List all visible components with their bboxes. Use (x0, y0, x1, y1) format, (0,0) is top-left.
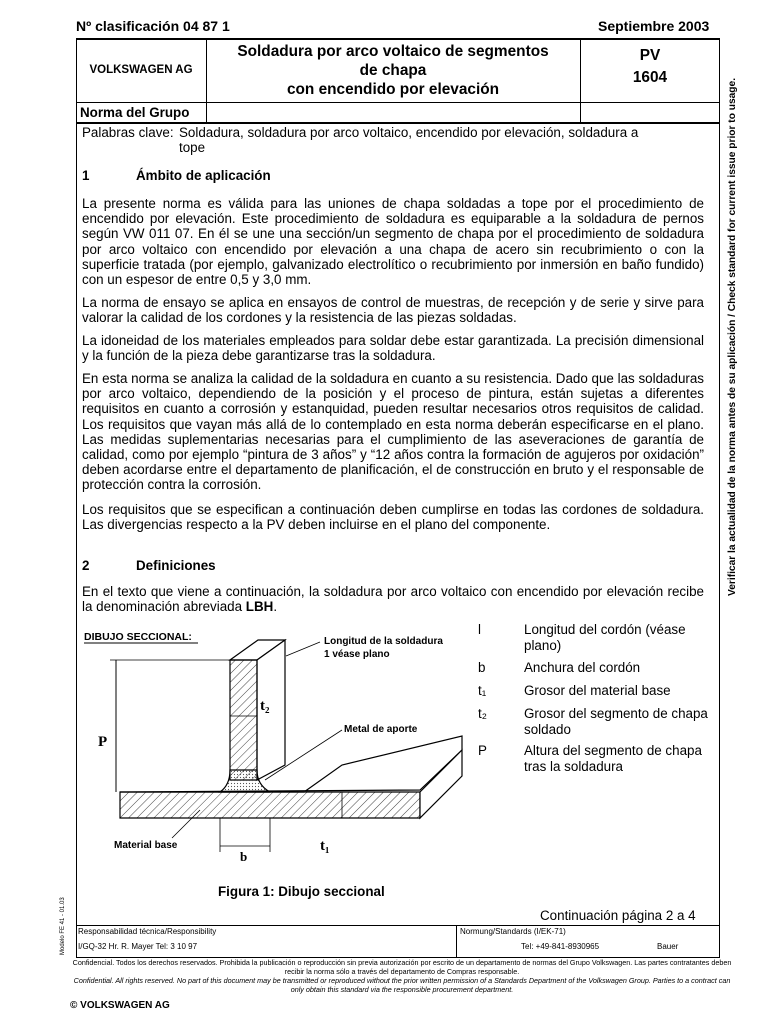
group-norm-label: Norma del Grupo (80, 105, 190, 120)
paragraph-scope-1: La presente norma es válida para las uniones de chapa soldadas a tope por el procedimiento de encendido por elevación. Este procedimiento de soldadura es equiparable a la soldadura de pernos según VW 011 07. En él se une una sección/un segmento de chapa por el procedimiento de soldadura por arco voltaico con encendido por elevación a una chapa de acero sin recubrimiento o con la superficie tratada (por ejemplo, galvanizado electrolítico o recubrimiento por inmersión en baño fundido) con un espesor de entre 0,5 y 3,0 mm. (82, 196, 704, 288)
responsibility-label: Responsabilidad técnica/Responsibility (78, 927, 217, 936)
definitions-intro: En el texto que viene a continuación, la soldadura por arco voltaico con encendido por elevación recibe la denominación abreviada LBH. (82, 584, 704, 615)
document-title: Soldadura por arco voltaico de segmentos de chapa con encendido por elevación (237, 43, 549, 98)
figure-caption: Figura 1: Dibujo seccional (218, 884, 385, 899)
paragraph-scope-2: La norma de ensayo se aplica en ensayos de control de muestras, de recepción y de serie y sirve para valorar la calidad de los cordones y la resistencia de las piezas soldadas. (82, 295, 704, 326)
confidentiality-en: Confidential. All rights reserved. No part of this document may be transmitted or reproduced without the prior written permission of a Standards Department of the Volkswagen Group. Parties to a contract can only obtain this standard via the responsible procurement department. (73, 976, 731, 994)
company-name: VOLKSWAGEN AG (89, 64, 193, 76)
base-plate-front (120, 792, 420, 818)
section-2-title: Definiciones (136, 558, 216, 573)
vertical-segment-front (230, 660, 257, 780)
label-t2: t₂ (260, 698, 270, 714)
section-1-number: 1 (82, 168, 90, 183)
label-weld-length: Longitud de la soldadura (324, 636, 443, 647)
standards-contact: Bauer (657, 942, 679, 951)
paragraph-scope-4: En esta norma se analiza la calidad de la soldadura en cuanto a su resistencia. Dado que las soldaduras por arco voltaico, dependiendo de la posición y el proceso de pintura, están sujetas a diferentes requisitos en cuanto a corrosión y estanquidad, pueden resultar necesarios otros requisitos de calidad. Los requisitos que vayan más allá de lo contemplado en esta norma deberán especificarse en el plano. Las medidas suplementarias necesarias para el cumplimiento de las aseveraciones de garantía de calidad, como por ejemplo “pintura de 3 años” y “12 años contra la formación de agujeros por oxidación” deben acordarse entre el departamento de planificación, el de construcción en bruto y el responsable de protección contra la corrosión. (82, 371, 704, 493)
label-filler-metal: Metal de aporte (344, 724, 418, 735)
confidentiality-es: Confidencial. Todos los derechos reservados. Prohibida la publicación o reproducción sin previa autorización por escrito de un departamento de normas del Grupo Volkswagen. Las partes contratantes deben recibir la norma sólo a través del departamento de Compras responsable. (72, 958, 732, 976)
legend-item: t₂ Grosor del segmento de chapa soldado (478, 706, 708, 737)
standards-phone: Tel: +49-841-8930965 (521, 942, 600, 951)
continuation-note: Continuación página 2 a 4 (540, 908, 696, 923)
base-plate-top (120, 736, 462, 792)
document-id: PV 1604 (632, 47, 668, 86)
section-2-number: 2 (82, 558, 90, 573)
keywords-label: Palabras clave: (82, 125, 174, 140)
standards-label: Normung/Standards (I/EK-71) (460, 927, 566, 936)
figure-heading: DIBUJO SECCIONAL: (84, 631, 192, 643)
label-base-material: Material base (114, 840, 178, 851)
label-b: b (240, 849, 248, 864)
responsibility-value: I/GQ-32 Hr. R. Mayer Tel: 3 10 97 (78, 942, 198, 951)
form-model: Modelo FE 41 - 01.03 (60, 897, 66, 955)
legend-item: t₁ Grosor del material base (478, 683, 671, 698)
paragraph-scope-3: La idoneidad de los materiales empleados para soldar debe estar garantizada. La precisión dimensional y la función de la pieza debe garantizarse tras la soldadura. (82, 333, 704, 364)
keywords-text: Soldadura, soldadura por arco voltaico, encendido por elevación, soldadura a tope (179, 125, 639, 155)
sectional-drawing (80, 620, 470, 870)
section-1-title: Ámbito de aplicación (136, 168, 271, 183)
legend-item: b Anchura del cordón (478, 660, 641, 675)
label-p: P (98, 734, 108, 750)
copyright: © VOLKSWAGEN AG (70, 1000, 170, 1011)
side-note: Verificar la actualidad de la norma antes de su aplicación / Check standard for current issue prior to usage. (727, 77, 738, 596)
label-t1: t₁ (320, 838, 330, 854)
document-date: Septiembre 2003 (598, 18, 710, 34)
legend-item: l Longitud del cordón (véase plano) (478, 622, 686, 653)
legend-item: P Altura del segmento de chapa tras la soldadura (478, 743, 702, 774)
classification-number: Nº clasificación 04 87 1 (76, 18, 230, 34)
label-weld-length-note: 1 véase plano (324, 649, 390, 660)
paragraph-scope-5: Los requisitos que se especifican a continuación deben cumplirse en todas las cordones de soldadura. Las divergencias respecto a la PV deben incluirse en el plano del componente. (82, 502, 704, 533)
